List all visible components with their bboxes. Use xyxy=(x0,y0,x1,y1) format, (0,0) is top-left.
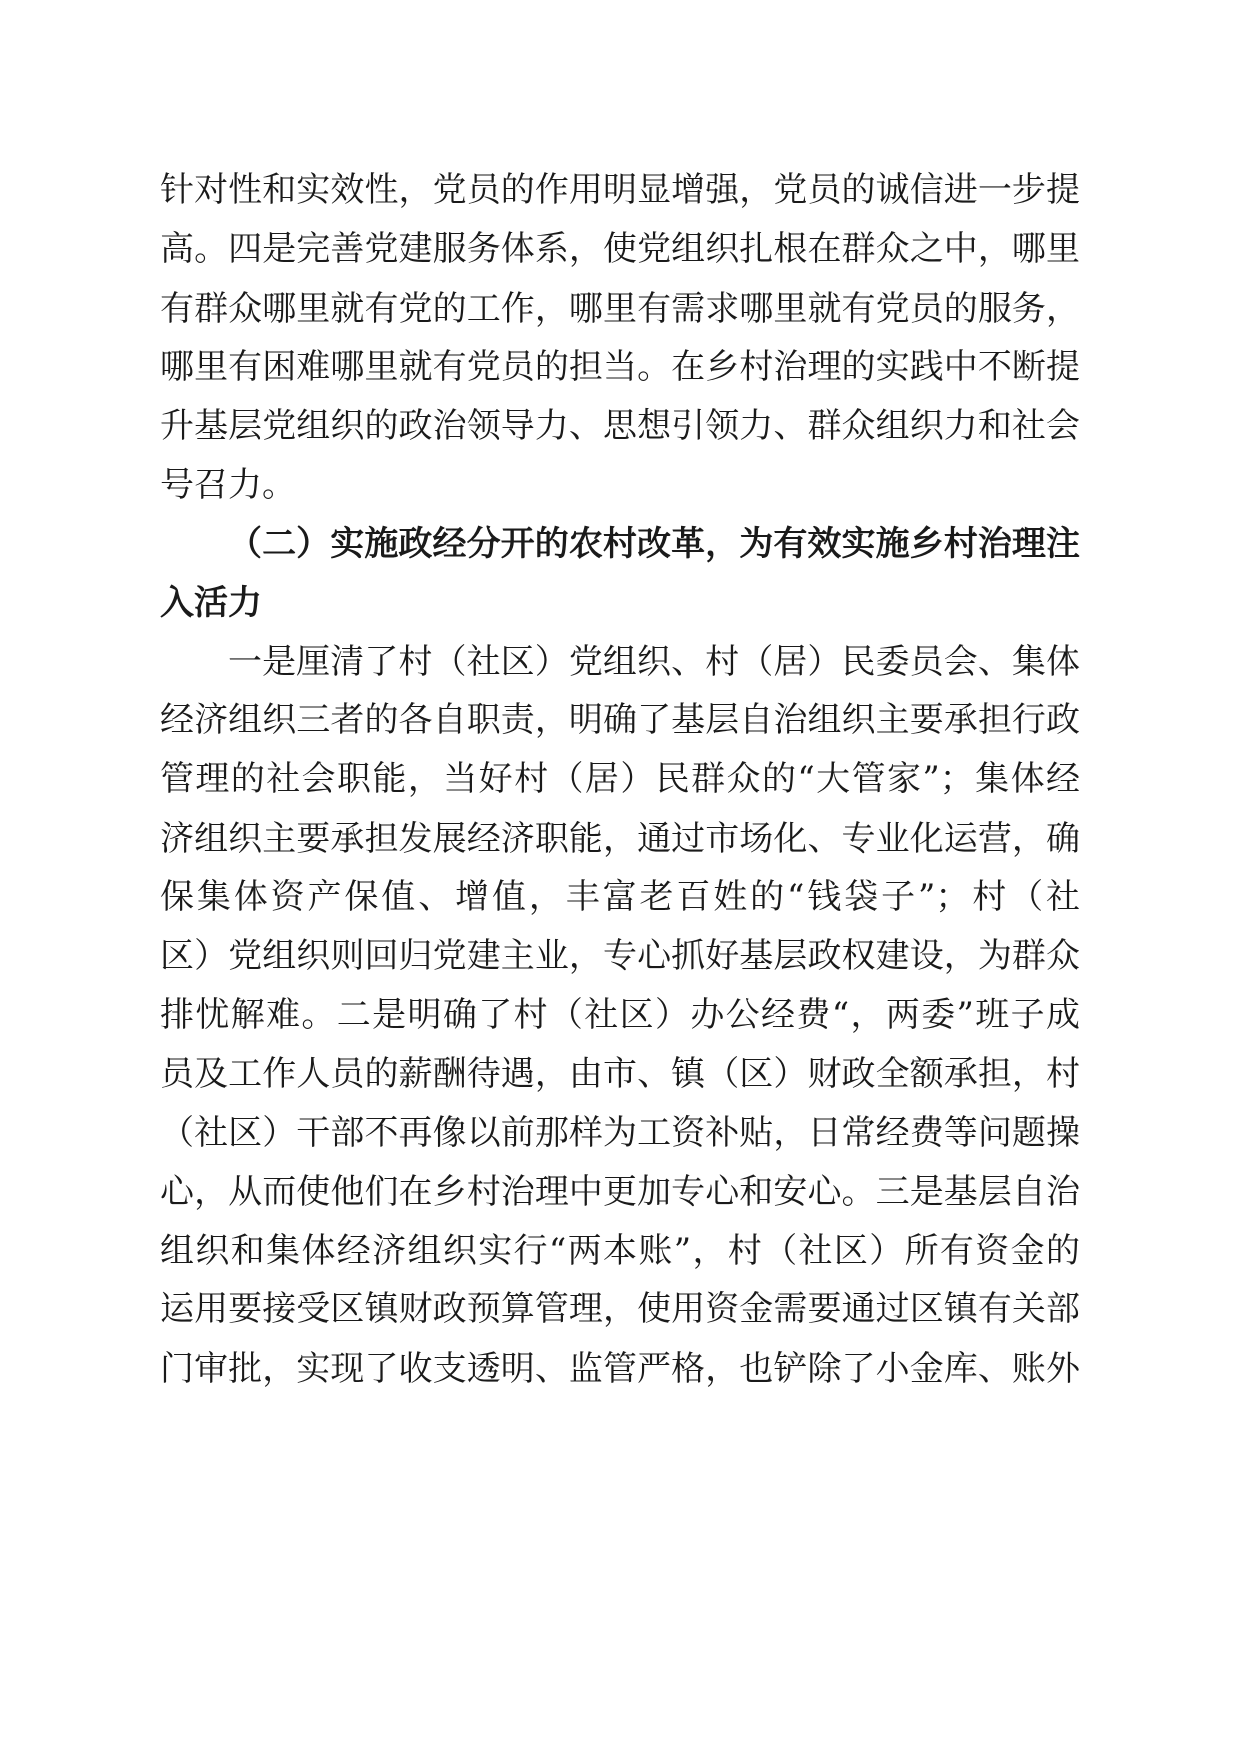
paragraph-line: 运用要接受区镇财政预算管理，使用资金需要通过区镇有关部 xyxy=(160,1289,1080,1329)
section-heading: （二）实施政经分开的农村改革，为有效实施乡村治理注 xyxy=(228,524,1080,564)
paragraph-line: 济组织主要承担发展经济职能，通过市场化、专业化运营，确 xyxy=(160,819,1080,859)
paragraph-line: 管理的社会职能，当好村（居）民群众的“大管家”；集体经 xyxy=(160,759,1080,799)
paragraph-line: 经济组织三者的各自职责，明确了基层自治组织主要承担行政 xyxy=(160,700,1080,740)
paragraph-line: 保集体资产保值、增值，丰富老百姓的“钱袋子”；村（社 xyxy=(160,877,1080,917)
paragraph-line: 区）党组织则回归党建主业，专心抓好基层政权建设，为群众 xyxy=(160,936,1080,976)
paragraph-line: 门审批，实现了收支透明、监管严格，也铲除了小金库、账外 xyxy=(160,1349,1080,1389)
section-heading: 入活力 xyxy=(160,583,262,623)
paragraph-line: 组织和集体经济组织实行“两本账”，村（社区）所有资金的 xyxy=(160,1231,1080,1271)
paragraph-line: 排忧解难。二是明确了村（社区）办公经费“，两委”班子成 xyxy=(160,995,1080,1035)
paragraph-line: （社区）干部不再像以前那样为工资补贴，日常经费等问题操 xyxy=(160,1113,1080,1153)
paragraph-line: 心，从而使他们在乡村治理中更加专心和安心。三是基层自治 xyxy=(160,1172,1080,1212)
paragraph-line: 哪里有困难哪里就有党员的担当。在乡村治理的实践中不断提 xyxy=(160,347,1080,387)
paragraph-line: 针对性和实效性，党员的作用明显增强，党员的诚信进一步提 xyxy=(160,170,1080,210)
paragraph-line: 号召力。 xyxy=(160,465,296,505)
paragraph-line: 高。四是完善党建服务体系，使党组织扎根在群众之中，哪里 xyxy=(160,229,1080,269)
paragraph-line: 员及工作人员的薪酬待遇，由市、镇（区）财政全额承担，村 xyxy=(160,1054,1080,1094)
paragraph-line: 有群众哪里就有党的工作，哪里有需求哪里就有党员的服务， xyxy=(160,289,1080,329)
paragraph-line: 一是厘清了村（社区）党组织、村（居）民委员会、集体 xyxy=(228,642,1080,682)
paragraph-line: 升基层党组织的政治领导力、思想引领力、群众组织力和社会 xyxy=(160,406,1080,446)
